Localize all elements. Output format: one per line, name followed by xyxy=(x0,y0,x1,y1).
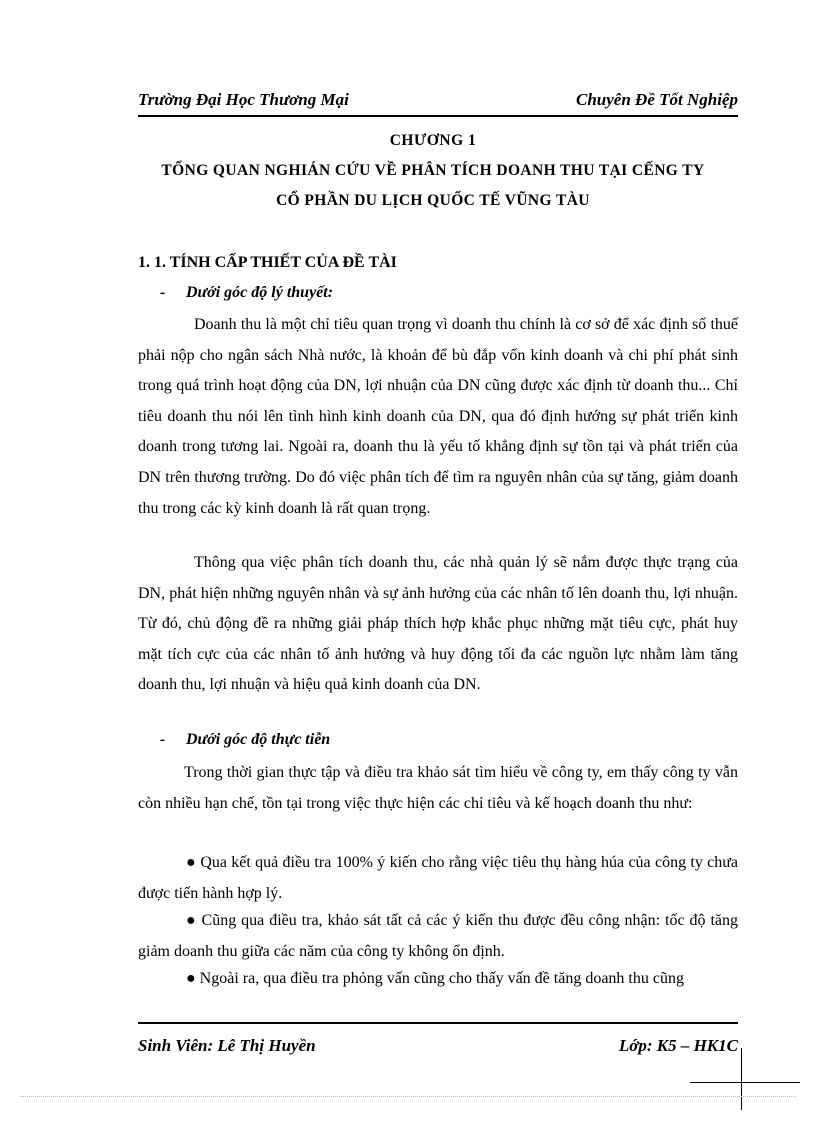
bullet-item xyxy=(138,964,738,995)
footer-student: Sinh Viên: Lê Thị Huyền xyxy=(138,1036,316,1055)
bullet-item xyxy=(138,906,738,967)
crop-mark-horizontal xyxy=(690,1082,800,1083)
chapter-title-line-2: CỔ PHẦN DU LỊCH QUỐC TẾ VŨNG TÀU xyxy=(276,192,590,209)
bullet-symbol: ● xyxy=(186,854,196,871)
chapter-title-line-1: TỔNG QUAN NGHIÁN CỨU VỀ PHÂN TÍCH DOANH THU TẠI CẾNG TY xyxy=(161,162,705,179)
bullet-symbol: ● xyxy=(186,912,197,929)
subheading-theory xyxy=(160,284,333,302)
subheading-practice xyxy=(160,731,330,749)
bullet-item xyxy=(138,848,738,909)
subheading-theory-text: Dưới góc độ lý thuyết: xyxy=(186,284,334,301)
paragraph-1: Doanh thu là một chỉ tiêu quan trọng vì doanh thu chính là cơ sở để xác định số thuế phải nộp cho ngân sách Nhà nước, là khoản để bù đắp vốn kinh doanh và chi phí phát sinh trong quá trình hoạt động của DN, lợi nhuận của DN cũng được xác định từ doanh thu... Chỉ tiêu doanh thu nói lên tình hình kinh doanh của DN, qua đó định hướng sự phát triển kinh doanh trong tương lai. Ngoài ra, doanh thu là yếu tố khẳng định sự tồn tại và phát triển của DN trên thương trường. Do đó việc phân tích để tìm ra nguyên nhân của sự tăng, giảm doanh thu trong các kỳ kinh doanh là rất quan trọng. xyxy=(138,316,738,517)
paragraph-3: Trong thời gian thực tập và điều tra khảo sát tìm hiểu về công ty, em thấy công ty vẫn còn nhiều hạn chế, tồn tại trong việc thực hiện các chỉ tiêu và kế hoạch doanh thu như: xyxy=(138,764,738,812)
paragraph-2: Thông qua việc phân tích doanh thu, các nhà quản lý sẽ nắm được thực trạng của DN, phát hiện những nguyên nhân và sự ảnh hưởng của các nhân tố lên doanh thu, lợi nhuận. Từ đó, chủ động đề ra những giải pháp thích hợp khắc phục những mặt tiêu cực, phát huy mặt tích cực của các nhân tố ảnh hưởng và huy động tối đa các nguồn lực nhằm làm tăng doanh thu, lợi nhuận và hiệu quả kinh doanh của DN. xyxy=(138,554,738,694)
page-header xyxy=(138,90,738,114)
footer-rule xyxy=(138,1022,738,1024)
bullet-symbol: ● xyxy=(186,970,196,987)
bullet-text: Ngoài ra, qua điều tra phỏng vấn cũng cho thấy vấn đề tăng doanh thu cũng xyxy=(199,970,684,987)
header-rule xyxy=(138,115,738,117)
subheading-dash: - xyxy=(160,731,166,748)
page-edge-dotted-line xyxy=(20,1096,796,1097)
header-school: Trường Đại Học Thương Mại xyxy=(138,90,349,109)
header-doc-type: Chuyên Đề Tốt Nghiệp xyxy=(576,90,738,109)
section-heading: 1. 1. TÍNH CẤP THIẾT CỦA ĐỀ TÀI xyxy=(138,254,397,271)
chapter-number: CHƯƠNG 1 xyxy=(389,132,477,149)
footer-class: Lớp: K5 – HK1C xyxy=(618,1036,738,1055)
crop-mark-vertical xyxy=(741,1048,742,1110)
bullet-text: Cũng qua điều tra, khảo sát tất cả các ý kiến thu được đều công nhận: tốc độ tăng giảm doanh thu giữa các năm của công ty không ổn định. xyxy=(138,912,739,960)
subheading-dash: - xyxy=(160,284,166,301)
bullet-text: Qua kết quả điều tra 100% ý kiến cho rằng việc tiêu thụ hàng húa của công ty chưa được tiến hành hợp lý. xyxy=(138,854,739,902)
subheading-practice-text: Dưới góc độ thực tiễn xyxy=(186,731,331,748)
page-footer xyxy=(138,1036,738,1060)
